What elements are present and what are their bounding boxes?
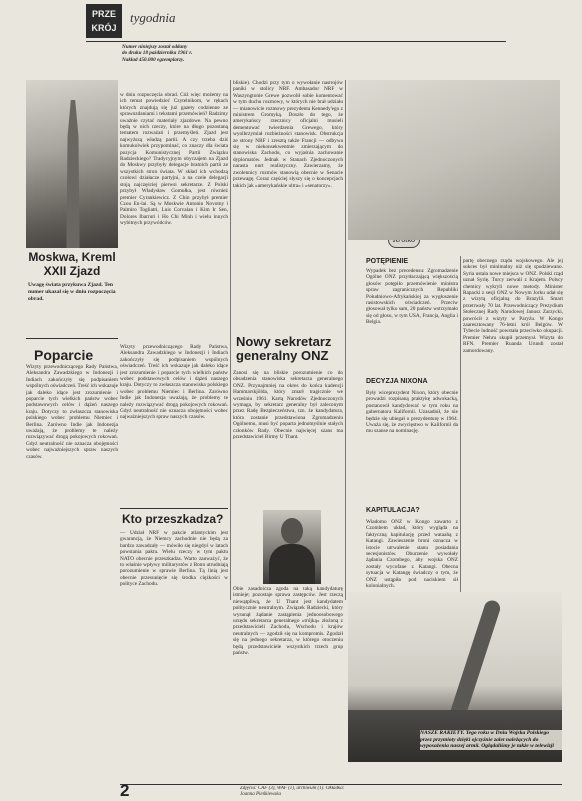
kto-title: Kto przeszkadza? [122,512,224,526]
column-rule [230,80,231,600]
onz-title: Nowy sekretarz generalny ONZ [236,334,332,363]
kto-text: — Udział NRF w pakcie atlantyckim jest gwarancją, że Niemcy zachodnie nie będą za bardzo zawadzały — mówiło się niegdyś w latach powstania paktu. Wielu rzeczy w tym paktu NATO obecnie przeszkadza. Warto zauważyć, że to właśnie wpływy militarystów z Bonn utrudniają porozumienie w sprawie Berlina. Tą linią jest obecnie przesunięcie się środka ciężkości w polityce Zachodu. [120,530,228,588]
portrait-head [281,518,303,544]
issue-note [122,44,272,63]
kremlin-lead: Uwagę świata przykuwa Zjazd. Ten numer ukazał się w dniu rozpoczęcia obrad. [28,282,116,302]
potepienie-title: POTĘPIENIE [366,258,409,265]
masthead-subtitle: tygodnia [130,10,176,25]
poparcie-text: Wizyty przewodniczącego Rady Państwa, Aleksandra Zawadzkiego w Indonezji i Indiach zakończyły się podpisaniem wspólnych oświadczeń. Treść ich wskazuje jak daleko idące jest zrozumienie i poparcie tych wielkich państw wobec podstawowych celów i dążeń naszego kraju. Dotyczy to zwłaszcza stanowiska polskiego wobec problemu Niemiec i Berlina. Zarówno Indie jak Indonezja uważają, że problemy te należy rozwiązywać drogą pokojowych rokowań. Gdyż neutralność nie oznacza obojętności wobec najważniejszych spraw naszych czasów. [26,364,118,460]
kremlin-caption: Moskwa, Kreml XXII Zjazd [28,250,116,278]
top-right-photo [348,80,560,240]
decyzja-title: DECYZJA NIXONA [366,378,428,385]
poparcie-text-cont: Wizyty przewodniczącego Rady Państwa, Aleksandra Zawadzkiego w Indonezji i Indiach zakończyły się podpisaniem wspólnych oświadczeń. Treść ich wskazuje jak daleko idące jest zrozumienie i poparcie tych wielkich państw wobec podstawowych celów i dążeń naszego kraju. Dotyczy to zwłaszcza stanowiska polskiego wobec problemu Niemiec i Berlina. Zarówno Indie jak Indonezja uważają, że problemy te należy rozwiązywać drogą pokojowych rokowań. Gdyż neutralność nie oznacza obojętności wobec najważniejszych spraw naszych czasów. [120,344,228,421]
potepienie-text: Wypadek bez precedensu: Zgromadzenie Ogólne ONZ przytłaczającą większością głosów potępiło przemówienie ministra spraw zagranicznych Republiki Południowo-Afrykańskiej za wygłoszenie rasistowskich oświadczeń. Przeciw głosował tylko sam, 20 państw wstrzymało się od głosu, w tym USA, Francja, Anglia i Belgia. [366,268,458,326]
kapitulacja-title: KAPITULACJA? [366,507,420,514]
rocket-silhouette [450,598,502,717]
kremlin-photo [26,80,118,248]
kto-rule [120,508,228,509]
page-number: 2 [120,781,130,800]
main-article-col2: bliskie). Chodzi przy tym o wywołanie nastrojów paniki w stolicy NRF. Ambasador NRF w Waszyngtonie Grewe pozwolił sobie komentować w tym duchu rozmowy, w których nie brał udziału — mianowicie rozmowy prezydenta Kennedy'ego z ministrem Gromyką. Doszło do tego, że amerykańscy rzecznicy oficjalni musieli dementować twierdzenia Grewego, który wyolbrzymiał rozbieżności stanowisk. Obstrukcja ze strony NRF i zresztą także Francji — odbywa się w niekonsekwentnie zmierzającym do stanowiska Zachodu, co wyjaśnia zachowanie dyplomatów. Jednak w Stanach Zjednoczonych narasta nurt realistyczny. Zawierzamy, że zwolennicy rozmów stanowią obecnie w Senacie przewagę. Coraz częściej słyszy się o koncepcjach takich jak »amerykańskie ultra« i »senatorzy«. [233,80,343,189]
main-article-col1: w dniu rozpoczęcia obrad. Cóż więc możemy na ich temat powiedzieć Czytelnikom, w rękach których znajdują się już gazety codzienne ze sprawozdaniami i tekstami przemówień? Radzimy uważnie czytać materiały zjazdowe. Na pewno będą w nich rzeczy, które na długo pozostaną tematem rozważań i przemyśleń. Zjazd jest najwyższą władzą partii. A czy trzeba dziś komukolwiek przypominać, co znaczy dla świata pozycja Komunistycznej Partii Związku Radzieckiego? Tradycyjnym obyczajem na Zjazd do Moskwy przybyły delegacje bratnich partii ze wszystkich stron świata. W skład ich wchodzą czołowi działacze partyjni, a na czele delegacji stoją najczęściej pierwsi sekretarze. Z Polski przybył Władysław Gomułka, jest również premier Cyrankiewicz. Z Chin przybył premier Czou En-lai. Są w Moskwie Antonin Novotny i Palmiro Togliatti, Luis Corvalan i Kim Ir Sen, Dolores Ibarruri i Ho Chi Minh i wielu innych wybitnych przywódców. [120,92,228,227]
kremlin-rule [26,338,118,339]
ticker-text: partę obecnego rządu wojskowego. Ale jej sukces był minimalny niż się spodziewano. Syria ustala nowe miejsca w ONZ. Polski rząd uznał Syrię. Turcy zerwali z Krajem. Polscy chemicy wykryli nowe metody. Minister Rapacki z sesji ONZ w Nowym Jorku udał się z wizytą oficjalną do Brazylii. Smart przetrwały 70 lat. Przewodniczący Prezydium Stołecznej Rady Narodowej Janusz Zarzycki, powrócił z wizyty w Paryżu. W Kongo zaaresztowany 76-letni król Belgów. W Tybecie ludność powstała przeciwko okupacji. Premier Nehru skupił przemysł. Wizyta do RFN. Premier Ruanda Urundi został zamordowany. [463,258,563,354]
onz-text-col2: Obie zasadnicza zgoda na taką kandydaturę istnieje; pozostaje sprawa zastępców. Jest rzeczą niewątpliwą, że U Thant jest kandydatem politycznie neutralnym. Związek Radziecki, który wysunął żądanie zastąpienia jednoosobowego urzędu sekretarza generalnego »trójką« złożoną z przedstawicieli Zachodu, Wschodu i krajów neutralnych — zgodził się na kompromis. Zgodził się na jednego sekretarza, w którego otoczeniu będą przedstawiciele wszystkich trzech grup państw. [233,586,343,657]
issue-note-line: do druku 18 października 1961 r. [122,50,193,57]
rocket-caption: NASZE RAKIETY. Tego roku w Dniu Wojska Polskiego przez przymioty dzięki ojczyźnie zalet należących do wyposażenia naszej armii. Oglądaliśmy je także w telewizji [420,730,562,750]
masthead-logo [86,4,122,38]
photo-credits: Zdjęcia: CAF (3), WAF (1), archiwum (1). Okładka: Joanna Pieńkiewska [240,786,345,797]
u-thant-photo [263,510,321,584]
footer-rule [120,784,562,785]
kapitulacja-text: Wiadomo ONZ w Kongo zawarto z Czombem układ, który wygląda na faktyczną kapitulację przed wataahą z Katangi. Zawieszenie broni oznacza w istocie utrwalenie stanu posiadania secesjonistów. Oburzenie wywołały żądania Czombego, aby wojska ONZ zostały wycofane z Katangi. Obecna sytuacja w Katangę świadczy o tym, że ONZ ustąpiła pod naciskiem sił kolonialnych. [366,519,458,590]
issue-note-line: Numer niniejszy został oddany [122,44,188,50]
masthead-rule [86,41,506,42]
onz-text: Zanosi się na bliskie porozumienie co do obsadzenia stanowiska sekretarza generalnego ONZ. Przynajmniej na okres do końca kadencji Hammarskjölda, który zmarł tragicznie we wrześniu 1961. Kartą Narodów Zjednoczonych wymaga, by sekretarz generalny był zaleconym przez Radę Bezpieczeństwa, tzn. że kandydatura, która zostanie przedstawiona Zgromadzeniu Ogólnemu, musi być poparta jednomyślnie stałych członków Rady. Obecnie najwięcej szans ma przedstawiciel Birmy U Thant. [233,370,343,441]
logo-top: PRZE [91,9,116,19]
poparcie-title: Poparcie [34,347,94,363]
issue-note-line: Nakład 450.000 egzemplarzy. [122,56,185,63]
logo-bottom: KRÓJ [91,23,117,33]
right-rule [345,80,346,600]
decyzja-text: Były wiceprezydent Nixon, który obecnie prowadzi rozpisaną praktykę adwokacką, postanowił kandydować w tym roku na gubernatora Kalifornii. Uzasadnił, że nie będzie się ubiegał o prezydenturę w 1964. Uważa się, że zwycięstwo w Kalifornii da mu szanse na nominację. [366,390,458,435]
right-col-divider [460,256,461,592]
portrait-body [269,544,315,584]
tower-silhouette [62,100,84,248]
